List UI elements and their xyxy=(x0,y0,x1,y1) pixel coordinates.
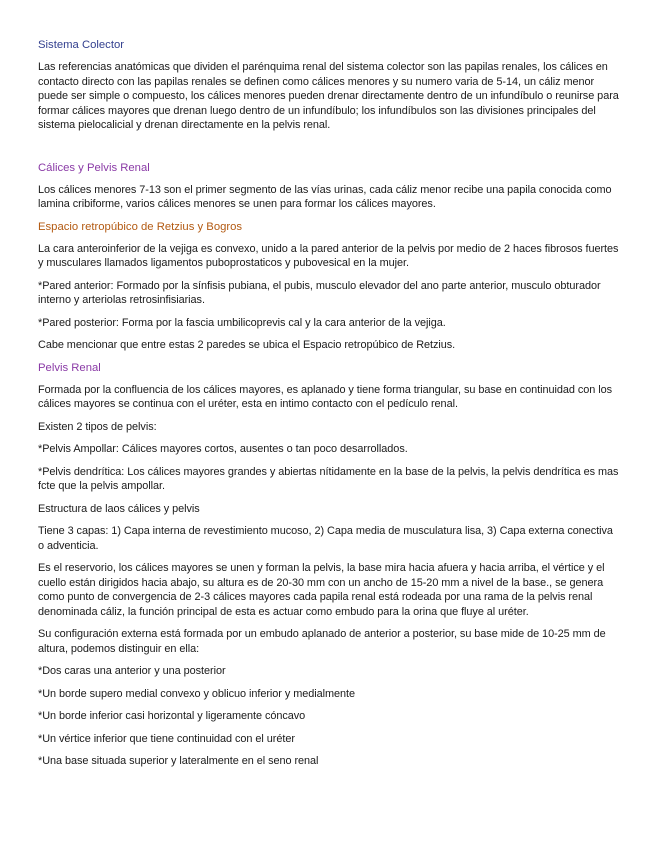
paragraph: Existen 2 tipos de pelvis: xyxy=(38,420,157,433)
section-title-sistema-colector: Sistema Colector xyxy=(38,39,125,51)
paragraph: Estructura de laos cálices y pelvis xyxy=(38,502,200,515)
section-title-calices-pelvis: Cálices y Pelvis Renal xyxy=(38,161,150,174)
list-item: *Dos caras una anterior y una posterior xyxy=(38,665,226,677)
paragraph: Las referencias anatómicas que dividen el parénquima renal del sistema colector son las papilas renales, los cálices en contacto directo con las papilas renales se definen como cálices menores y su numero varia de 5-14, un cáliz menor puede ser simple o compuesto, los cálices menores pueden drenar directamente dentro de un infundíbulo o reunirse para formar cálices mayores que drenan luego dentro de un infundíbulo; los infundíbulos son las divisiones principales del sistema pielocalicial y drenan directamente en la pelvis renal. xyxy=(38,61,619,131)
paragraph: Cabe mencionar que entre estas 2 paredes se ubica el Espacio retropúbico de Retzius. xyxy=(38,339,456,351)
paragraph: Los cálices menores 7-13 son el primer segmento de las vías urinas, cada cáliz menor recibe una papila conocida como lamina cribiforme, varios cálices menores se unen para formar los cálices mayores. xyxy=(38,183,612,210)
section-title-pelvis-renal: Pelvis Renal xyxy=(38,361,101,374)
paragraph: Tiene 3 capas: 1) Capa interna de revestimiento mucoso, 2) Capa media de musculatura lisa, 3) Capa externa conectiva o adventicia. xyxy=(38,525,613,552)
spacer xyxy=(38,141,620,161)
paragraph: *Pelvis Ampollar: Cálices mayores cortos, ausentes o tan poco desarrollados. xyxy=(38,443,408,455)
paragraph: *Pared anterior: Formado por la sínfisis pubiana, el pubis, musculo elevador del ano parte anterior, musculo obturador interno y arteriolas retrosinfisiarias. xyxy=(38,279,601,306)
paragraph: *Pelvis dendrítica: Los cálices mayores grandes y abiertas nítidamente en la base de la pelvis, la pelvis dendrítica es mas fcte que la pelvis ampollar. xyxy=(38,465,619,492)
paragraph: *Pared posterior: Forma por la fascia umbilicoprevis cal y la cara anterior de la vejiga. xyxy=(38,316,446,329)
paragraph: Es el reservorio, los cálices mayores se unen y forman la pelvis, la base mira hacia afuera y hacia arriba, el vértice y el cuello están dirigidos hacia abajo, su altura es de 20-30 mm con un ancho de 15-20 mm a nivel de la base., se genera como punto de convergencia de 2-3 cálices mayores cada papila renal está rodeada por una rama de la pelvis renal denominada cáliz, la función principal de esta es actuar como embudo para la orina que fluye al uréter. xyxy=(38,562,605,618)
list-item: *Una base situada superior y lateralmente en el seno renal xyxy=(38,755,319,767)
document-page xyxy=(38,38,620,777)
paragraph: Formada por la confluencia de los cálices mayores, es aplanado y tiene forma triangular, su base en continuidad con los cálices mayores se continua con el uréter, esta en intimo contacto con el pedículo renal. xyxy=(38,383,613,410)
section-title-espacio-retzius: Espacio retropúbico de Retzius y Bogros xyxy=(38,220,243,233)
paragraph: La cara anteroinferior de la vejiga es convexo, unido a la pared anterior de la pelvis por medio de 2 haces fibrosos fuertes y musculares llamados ligamentos puboprostaticos y pubovesical en la mujer. xyxy=(38,242,619,269)
list-item: *Un borde supero medial convexo y oblicuo inferior y medialmente xyxy=(38,687,356,700)
list-item: *Un vértice inferior que tiene continuidad con el uréter xyxy=(38,732,295,745)
paragraph: Su configuración externa está formada por un embudo aplanado de anterior a posterior, su base mide de 10-25 mm de altura, podemos distinguir en ella: xyxy=(38,628,606,655)
list-item: *Un borde inferior casi horizontal y ligeramente cóncavo xyxy=(38,710,306,722)
